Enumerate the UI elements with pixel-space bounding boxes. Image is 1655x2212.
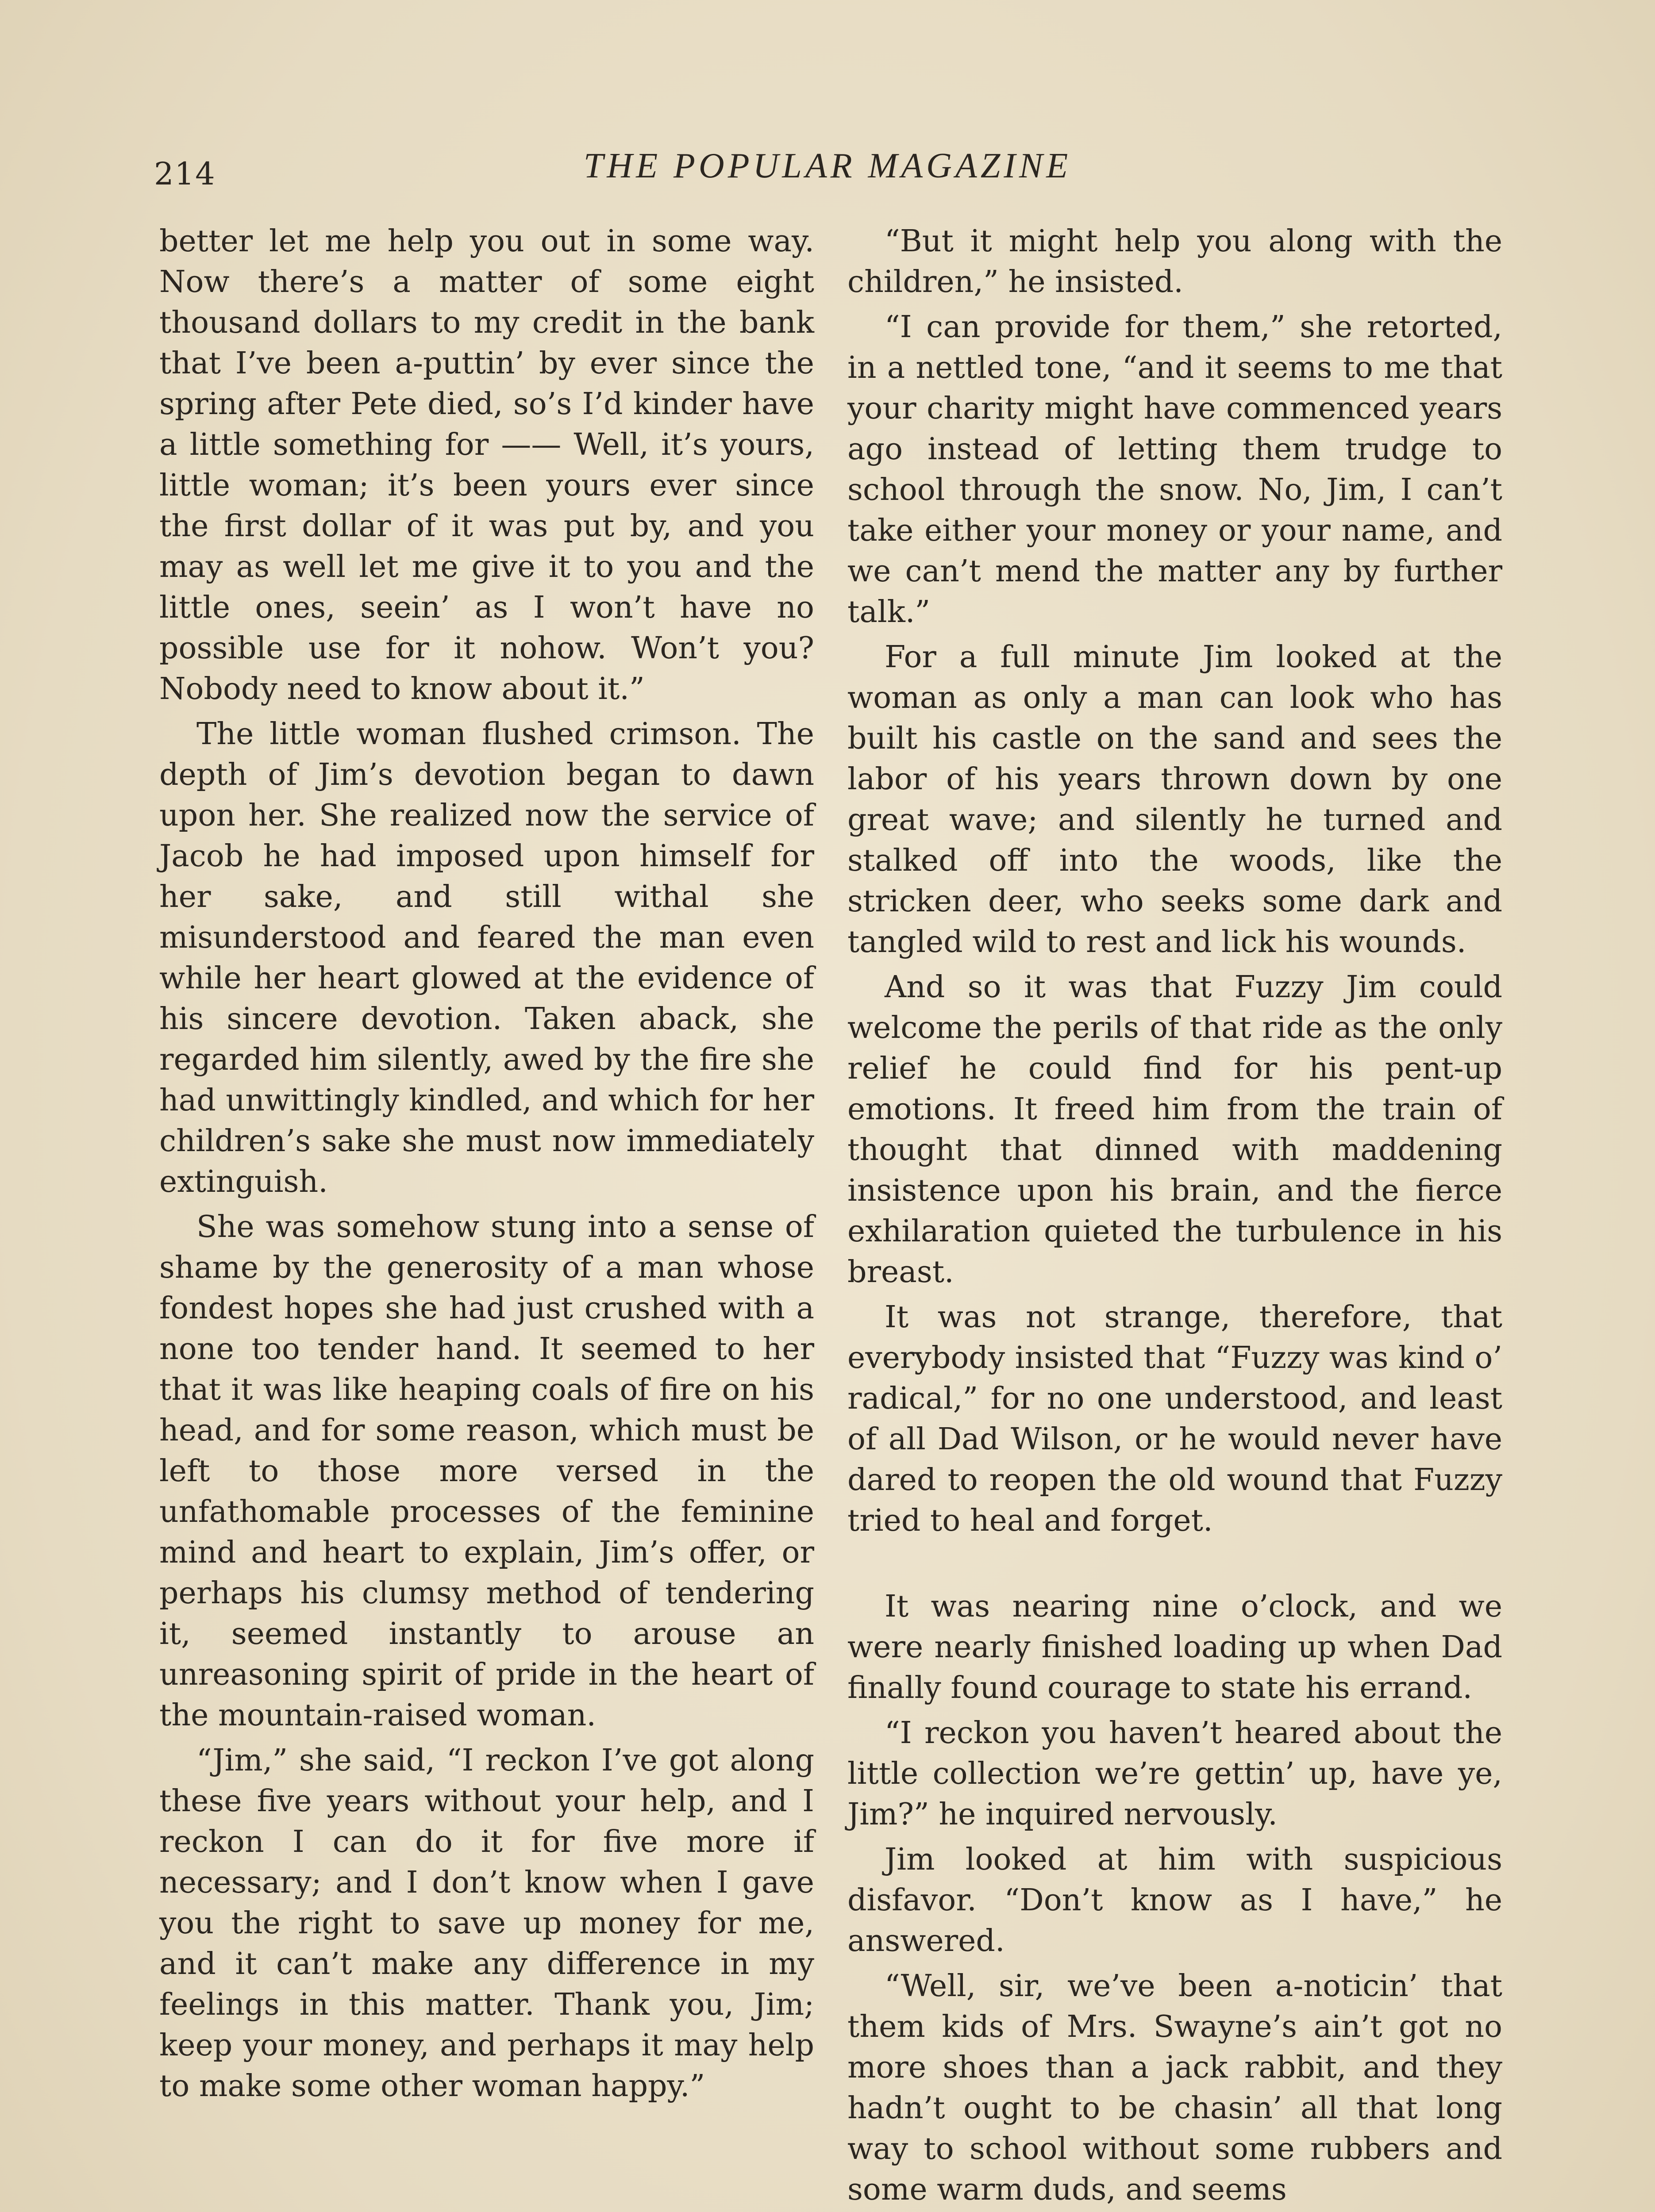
paragraph: “I reckon you haven’t heared about the little collection we’re gettin’ up, have ye, Jim?” he inquired nervously. [847,1716,1502,1832]
page-number: 214 [154,156,216,192]
paragraph: better let me help you out in some way. Now there’s a matter of some eight thousand dollars to my credit in the bank that I’ve been a-puttin’ by ever since the spring after Pete died, so’s I’d kinder have a little something for —— Well, it’s yours, little woman; it’s been yours ever since the first dollar of it was put by, and you may as well let me give it to you and the little ones, seein’ as I won’t have no possible use for it nohow. Won’t you? Nobody need to know about it.” [159,224,814,707]
paragraph: She was somehow stung into a sense of shame by the generosity of a man whose fondest hopes she had just crushed with a none too tender hand. It seemed to her that it was like heaping coals of fire on his head, and for some reason, which must be left to those more versed in the unfathomable processes of the feminine mind and heart to explain, Jim’s offer, or perhaps his clumsy method of tendering it, seemed instantly to arouse an unreasoning spirit of pride in the heart of the mountain-raised woman. [159,1210,814,1733]
magazine-title: THE POPULAR MAGAZINE [583,146,1072,185]
paragraph: “But it might help you along with the children,” he insisted. [847,224,1502,300]
section-break [847,1546,1502,1586]
paragraph: It was not strange, therefore, that everybody insisted that “Fuzzy was kind o’ radical,” for no one understood, and least of all Dad Wilson, or he would never have dared to reopen the old wound that Fuzzy tried to heal and forget. [847,1300,1502,1538]
paragraph: And so it was that Fuzzy Jim could welcome the perils of that ride as the only relief he could find for his pent-up emotions. It freed him from the train of thought that dinned with maddening insistence upon his brain, and the fierce exhilaration quieted the turbulence in his breast. [847,970,1502,1290]
paragraph: “Well, sir, we’ve been a-noticin’ that them kids of Mrs. Swayne’s ain’t got no more shoes than a jack rabbit, and they hadn’t ought to be chasin’ all that long way to school without some rubbers and some warm duds, and seems [847,1969,1502,2207]
paragraph: Jim looked at him with suspicious disfavor. “Don’t know as I have,” he answered. [847,1842,1502,1959]
paragraph: “I can provide for them,” she retorted, in a nettled tone, “and it seems to me that your charity might have commenced years ago instead of letting them trudge to school through the snow. No, Jim, I can’t take either your money or your name, and we can’t mend the matter any by further talk.” [847,310,1502,630]
right-column [847,221,1502,2212]
left-column [159,221,814,2111]
paragraph: For a full minute Jim looked at the woman as only a man can look who has built his castle on the sand and sees the labor of his years thrown down by one great wave; and silently he turned and stalked off into the woods, like the stricken deer, who seeks some dark and tangled wild to rest and lick his wounds. [847,640,1502,960]
paragraph: The little woman flushed crimson. The depth of Jim’s devotion began to dawn upon her. She realized now the service of Jacob he had imposed upon himself for her sake, and still withal she misunderstood and feared the man even while her heart glowed at the evidence of his sincere devotion. Taken aback, she regarded him silently, awed by the fire she had unwittingly kindled, and which for her children’s sake she must now immediately extinguish. [159,717,814,1199]
paragraph: It was nearing nine o’clock, and we were nearly finished loading up when Dad finally found courage to state his errand. [847,1589,1502,1705]
paragraph: “Jim,” she said, “I reckon I’ve got along these five years without your help, and I reckon I can do it for five more if necessary; and I don’t know when I gave you the right to save up money for me, and it can’t make any difference in my feelings in this matter. Thank you, Jim; keep your money, and perhaps it may help to make some other woman happy.” [159,1743,814,2104]
page-header [150,146,1505,199]
